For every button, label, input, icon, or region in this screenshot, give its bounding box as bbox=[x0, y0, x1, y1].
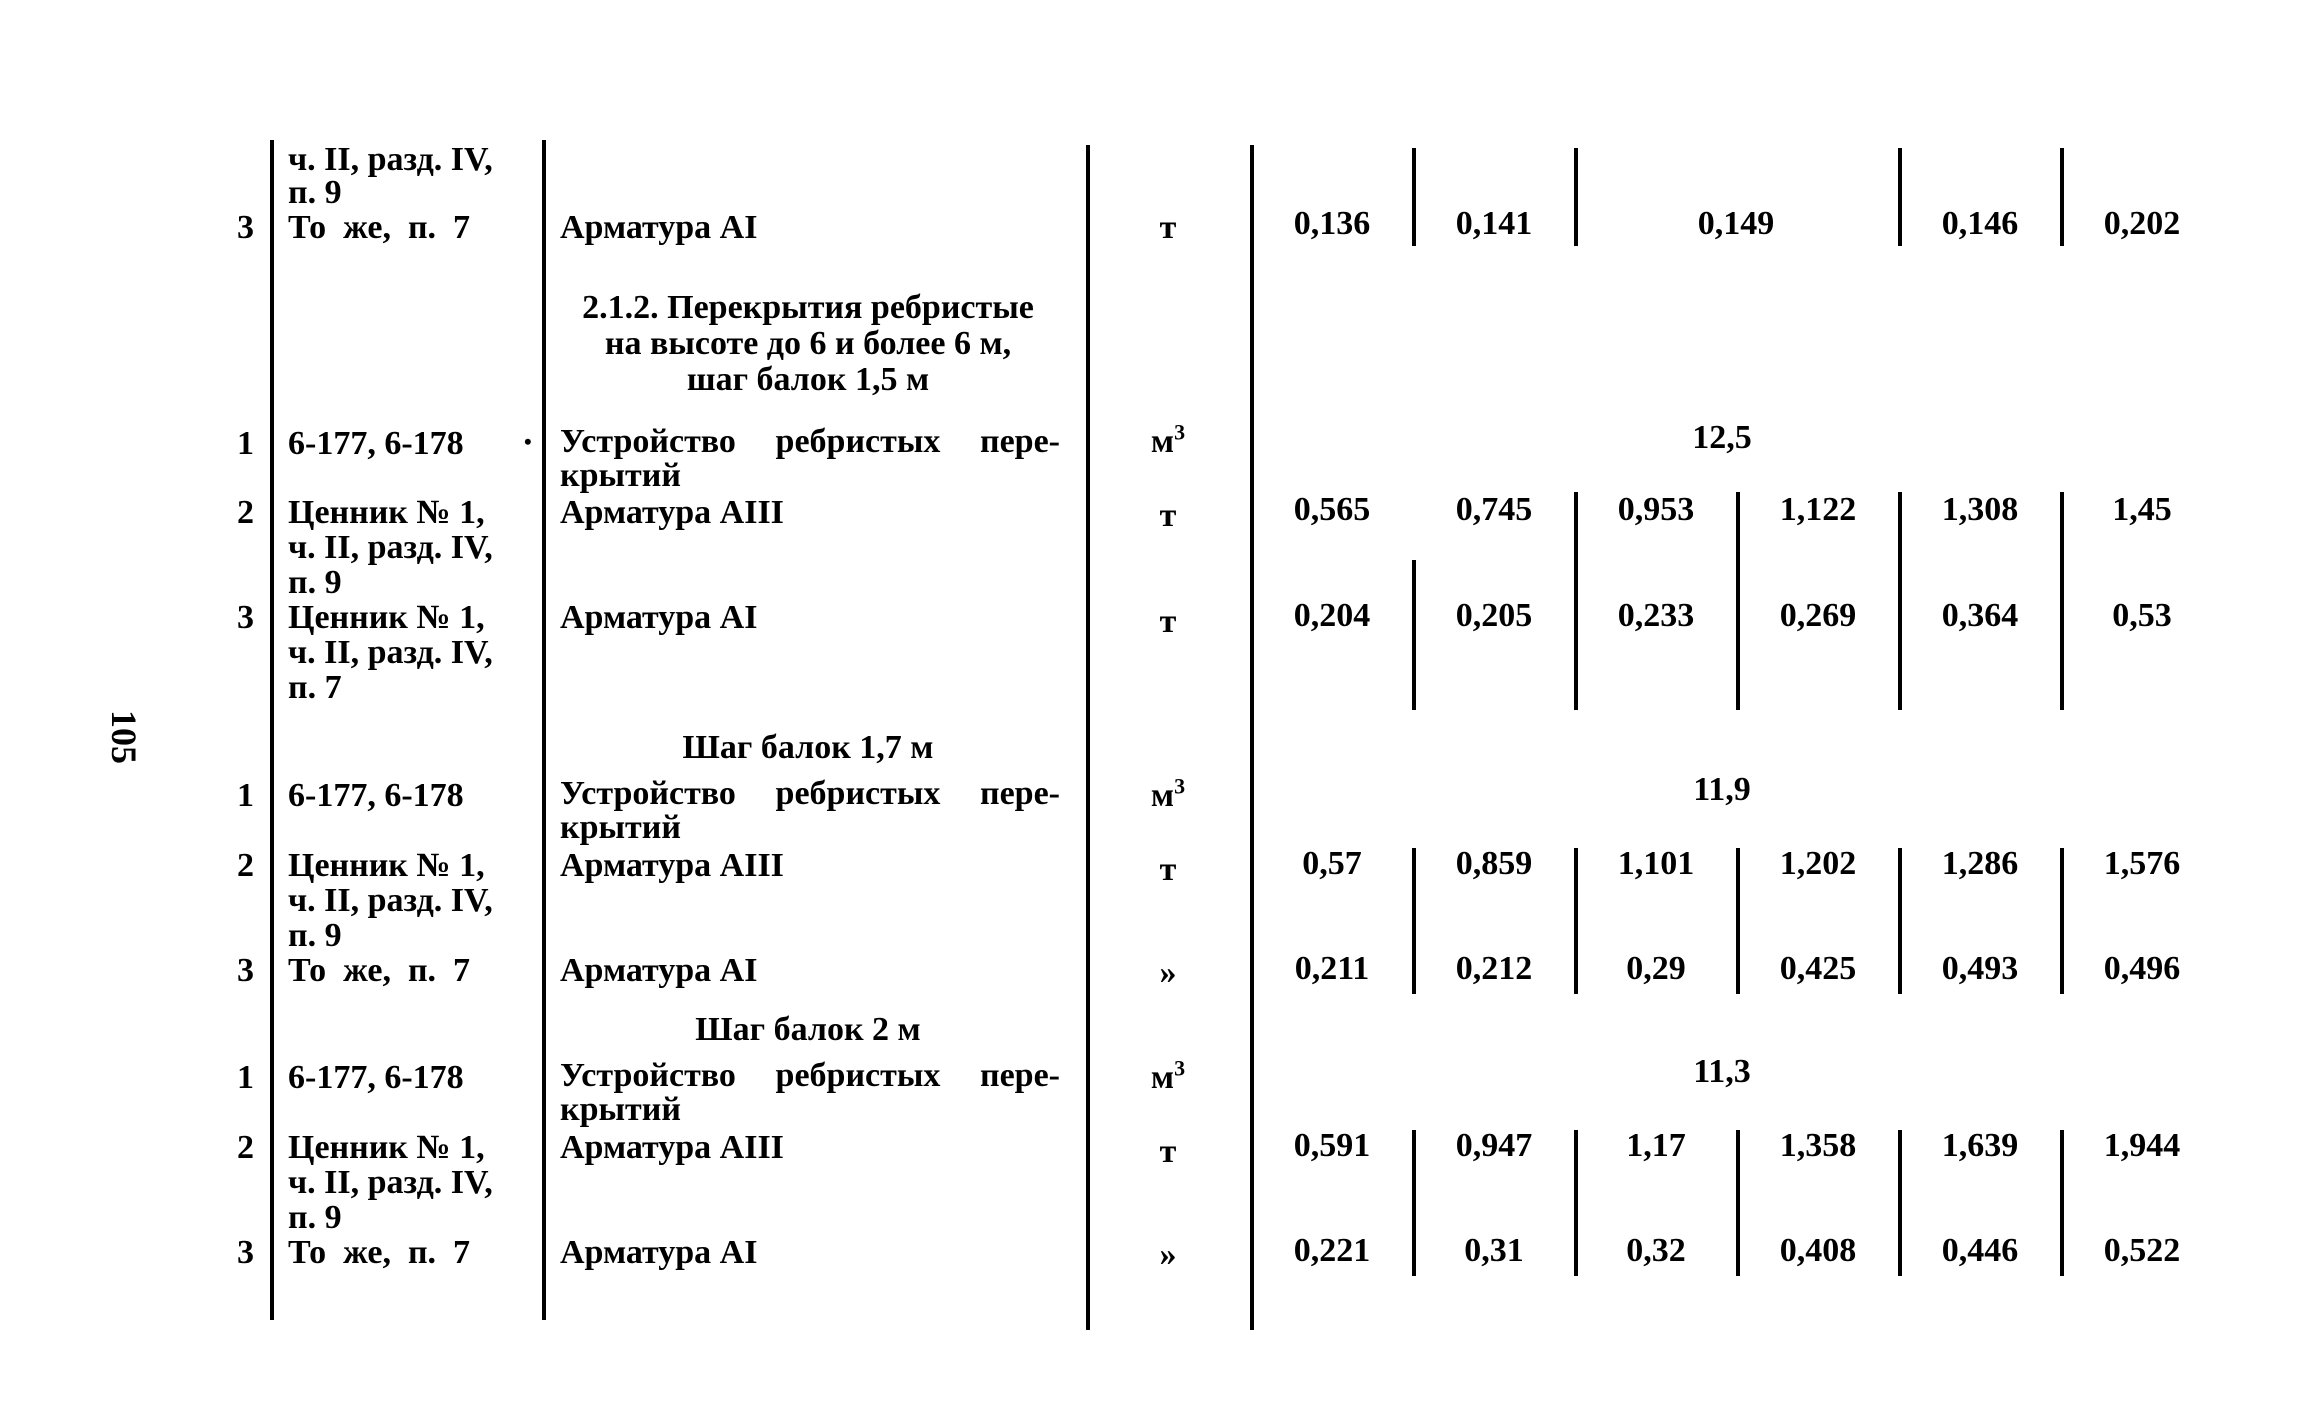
row-number: 3 bbox=[237, 952, 254, 989]
reference-cell: 6-177, 6-178 bbox=[288, 777, 464, 814]
value-cell: 0,446 bbox=[1941, 1232, 2019, 1269]
value-cell: 1,45 bbox=[2112, 491, 2172, 528]
work-name: Арматура АI bbox=[560, 599, 758, 636]
value-cell: 0,269 bbox=[1779, 597, 1857, 634]
reference-cell: 6-177, 6-178 bbox=[288, 1059, 464, 1096]
value-cell: 0,364 bbox=[1941, 597, 2019, 634]
bullet-mark: • bbox=[524, 429, 532, 454]
reference-cell: п. 9 bbox=[288, 917, 342, 954]
row-number: 2 bbox=[237, 1129, 254, 1166]
value-rule bbox=[1574, 492, 1578, 710]
unit-cell: т bbox=[1159, 497, 1177, 534]
value-rule bbox=[1898, 848, 1902, 994]
column-rule-1 bbox=[270, 140, 274, 1320]
value-cell: 11,3 bbox=[1693, 1053, 1751, 1090]
value-cell: 0,31 bbox=[1464, 1232, 1524, 1269]
work-name: Арматура АI bbox=[560, 1234, 758, 1271]
value-rule bbox=[2060, 1130, 2064, 1276]
row-number: 3 bbox=[237, 1234, 254, 1271]
value-cell: 0,522 bbox=[2103, 1232, 2181, 1269]
column-rule-2 bbox=[542, 140, 546, 1320]
unit-superscript: 3 bbox=[1174, 773, 1186, 799]
value-cell: 0,493 bbox=[1941, 950, 2019, 987]
work-name: Устройство ребристых пере- bbox=[560, 1057, 1060, 1094]
value-rule bbox=[1412, 1130, 1416, 1276]
reference-cell: п. 9 bbox=[288, 174, 342, 211]
reference-cell: ч. II, разд. IV, bbox=[288, 634, 493, 671]
unit-superscript: 3 bbox=[1174, 419, 1186, 445]
work-name: Арматура АIII bbox=[560, 1129, 784, 1166]
value-rule bbox=[1736, 1130, 1740, 1276]
reference-cell: Ценник № 1, bbox=[288, 847, 485, 884]
row-number: 1 bbox=[237, 1059, 254, 1096]
value-cell: 1,286 bbox=[1941, 845, 2019, 882]
section-heading-line: шаг балок 1,5 м bbox=[686, 361, 930, 398]
value-cell: 1,17 bbox=[1626, 1127, 1686, 1164]
value-cell: 0,565 bbox=[1293, 491, 1371, 528]
value-rule bbox=[2060, 848, 2064, 994]
section-heading: Шаг балок 2 м bbox=[695, 1011, 921, 1048]
row-number: 3 bbox=[237, 209, 254, 246]
value-cell: 0,408 bbox=[1779, 1232, 1857, 1269]
value-cell: 1,639 bbox=[1941, 1127, 2019, 1164]
reference-cell: 6-177, 6-178 bbox=[288, 425, 464, 462]
value-cell: 1,308 bbox=[1941, 491, 2019, 528]
value-cell: 12,5 bbox=[1692, 419, 1752, 456]
value-cell: 1,202 bbox=[1779, 845, 1857, 882]
value-cell: 0,496 bbox=[2103, 950, 2181, 987]
unit-cell: » bbox=[1159, 954, 1177, 991]
work-name: крытий bbox=[560, 457, 681, 494]
work-name: Арматура АIII bbox=[560, 847, 784, 884]
unit-cell bbox=[1128, 773, 1208, 814]
value-cell: 1,944 bbox=[2103, 1127, 2181, 1164]
unit-text: м bbox=[1150, 777, 1175, 814]
reference-cell: п. 7 bbox=[288, 669, 342, 706]
value-rule bbox=[2060, 148, 2064, 246]
page-number: 105 bbox=[104, 710, 144, 764]
section-heading bbox=[548, 290, 1068, 398]
value-cell: 0,233 bbox=[1617, 597, 1695, 634]
value-cell: 0,149 bbox=[1697, 205, 1775, 242]
unit-text: м bbox=[1150, 1059, 1175, 1096]
reference-cell: ч. II, разд. IV, bbox=[288, 141, 493, 178]
value-cell: 0,146 bbox=[1941, 205, 2019, 242]
value-cell: 0,953 bbox=[1617, 491, 1695, 528]
row-number: 3 bbox=[237, 599, 254, 636]
column-rule-4 bbox=[1250, 145, 1254, 1330]
row-number: 2 bbox=[237, 847, 254, 884]
reference-cell: Ценник № 1, bbox=[288, 494, 485, 531]
value-cell: 0,205 bbox=[1455, 597, 1533, 634]
value-rule bbox=[1574, 1130, 1578, 1276]
unit-cell: т bbox=[1159, 1133, 1177, 1170]
value-rule bbox=[1736, 848, 1740, 994]
reference-cell: ч. II, разд. IV, bbox=[288, 529, 493, 566]
section-heading: Шаг балок 1,7 м bbox=[682, 729, 934, 766]
value-cell: 0,221 bbox=[1293, 1232, 1371, 1269]
work-name: Арматура АIII bbox=[560, 494, 784, 531]
unit-cell bbox=[1128, 419, 1208, 460]
value-cell: 0,859 bbox=[1455, 845, 1533, 882]
unit-cell bbox=[1128, 1055, 1208, 1096]
section-heading-line: 2.1.2. Перекрытия ребристые bbox=[582, 289, 1034, 326]
value-cell: 0,212 bbox=[1455, 950, 1533, 987]
value-cell: 0,57 bbox=[1302, 845, 1362, 882]
value-cell: 0,53 bbox=[2112, 597, 2172, 634]
unit-text: м bbox=[1150, 423, 1175, 460]
unit-cell: т bbox=[1159, 603, 1177, 640]
value-rule bbox=[1412, 148, 1416, 246]
value-rule bbox=[2060, 492, 2064, 710]
value-rule bbox=[1412, 848, 1416, 994]
value-rule bbox=[1412, 560, 1416, 710]
value-cell: 0,425 bbox=[1779, 950, 1857, 987]
value-cell: 0,204 bbox=[1293, 597, 1371, 634]
work-name: Арматура АI bbox=[560, 952, 758, 989]
row-number: 2 bbox=[237, 494, 254, 531]
value-cell: 0,202 bbox=[2103, 205, 2181, 242]
value-cell: 1,101 bbox=[1617, 845, 1695, 882]
reference-cell: ч. II, разд. IV, bbox=[288, 1164, 493, 1201]
reference-cell: Ценник № 1, bbox=[288, 1129, 485, 1166]
value-cell: 0,745 bbox=[1455, 491, 1533, 528]
value-cell: 1,122 bbox=[1779, 491, 1857, 528]
reference-cell: ч. II, разд. IV, bbox=[288, 882, 493, 919]
unit-cell: т bbox=[1159, 851, 1177, 888]
reference-cell: То же, п. 7 bbox=[288, 952, 471, 989]
value-rule bbox=[1898, 492, 1902, 710]
value-cell: 11,9 bbox=[1693, 771, 1751, 808]
value-cell: 0,947 bbox=[1455, 1127, 1533, 1164]
work-name: Устройство ребристых пере- bbox=[560, 423, 1060, 460]
row-number: 1 bbox=[237, 777, 254, 814]
value-cell: 0,591 bbox=[1293, 1127, 1371, 1164]
value-cell: 0,32 bbox=[1626, 1232, 1686, 1269]
work-name: Устройство ребристых пере- bbox=[560, 775, 1060, 812]
value-cell: 0,29 bbox=[1626, 950, 1686, 987]
value-cell: 1,576 bbox=[2103, 845, 2181, 882]
row-number: 1 bbox=[237, 425, 254, 462]
reference-cell: п. 9 bbox=[288, 564, 342, 601]
unit-superscript: 3 bbox=[1174, 1055, 1186, 1081]
reference-cell: То же, п. 7 bbox=[288, 209, 471, 246]
reference-cell: п. 9 bbox=[288, 1199, 342, 1236]
work-name: крытий bbox=[560, 809, 681, 846]
value-rule bbox=[1736, 492, 1740, 710]
value-rule bbox=[1574, 848, 1578, 994]
value-cell: 0,136 bbox=[1293, 205, 1371, 242]
column-rule-3 bbox=[1086, 145, 1090, 1330]
reference-cell: Ценник № 1, bbox=[288, 599, 485, 636]
section-heading-line: на высоте до 6 и более 6 м, bbox=[604, 325, 1012, 362]
value-cell: 0,211 bbox=[1294, 950, 1370, 987]
reference-cell: То же, п. 7 bbox=[288, 1234, 471, 1271]
work-name: крытий bbox=[560, 1091, 681, 1128]
unit-cell: т bbox=[1159, 209, 1177, 246]
value-cell: 0,141 bbox=[1455, 205, 1533, 242]
work-name: Арматура АI bbox=[560, 209, 758, 246]
unit-cell: » bbox=[1159, 1236, 1177, 1273]
value-rule bbox=[1898, 1130, 1902, 1276]
value-cell: 1,358 bbox=[1779, 1127, 1857, 1164]
